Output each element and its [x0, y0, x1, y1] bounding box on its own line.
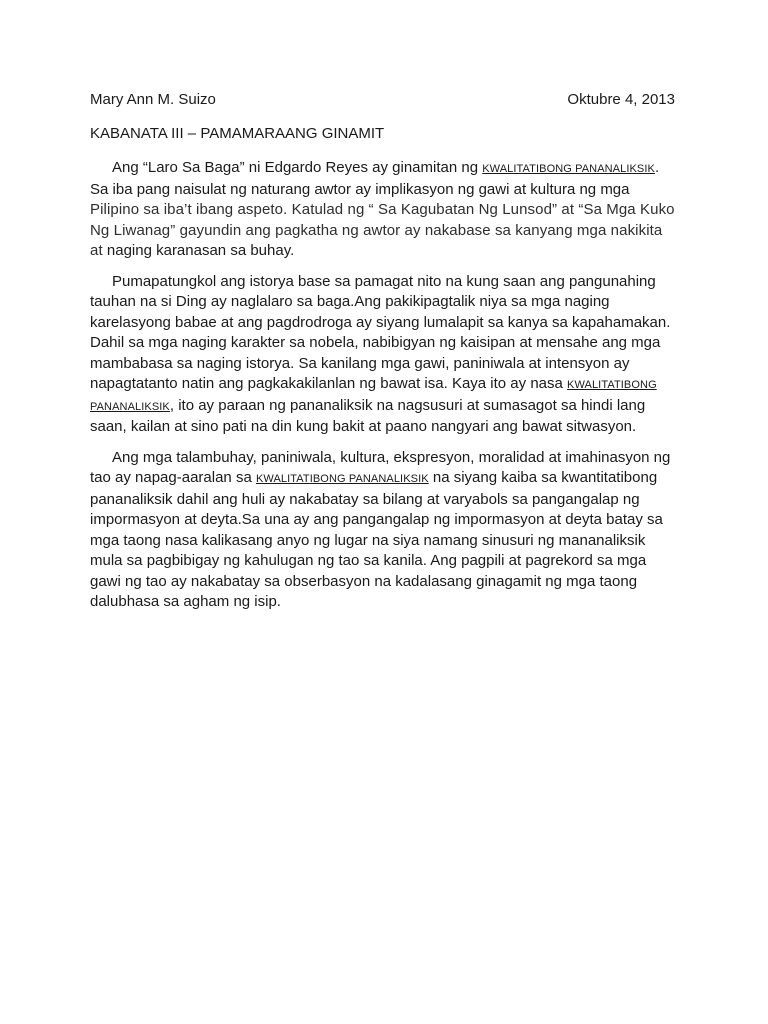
paragraph-1-text-a: Ang “Laro Sa Baga” ni Edgardo Reyes ay ginamitan ng — [112, 159, 483, 176]
paragraph-3-text-b: na siyang kaiba sa kwantitatibong pananaliksik dahil ang huli ay nakabatay sa bilang at varyabols sa pangangalap ng impormasyon at deyta.Sa una ay ang pangangalap ng impormasyon at deyta batay sa mga taong nasa kalikasang anyo ng lugar na siya namang sinusuri ng mananaliksik mula sa pagbibigay ng kahulugan ng tao sa kanila. Ang pagpili at pagrekord sa mga gawi ng tao ay nakabatay sa obserbasyon na kadalasang ginagamit ng mga taong dalubhasa sa agham ng isip. — [90, 469, 663, 610]
document-page — [90, 88, 675, 623]
paragraph-1 — [90, 158, 675, 262]
paragraph-2-text-b: , ito ay paraan ng pananaliksik na nagsusuri at sumasagot sa hindi lang saan, kailan at sino pati na din kung bakit at paano nangyari ang bawat sitwasyon. — [90, 396, 646, 435]
paragraph-1-text-b: . Sa iba pang naisulat ng naturang awtor ay implikasyon ng gawi at kultura ng mga — [90, 159, 660, 198]
paragraph-2-text-a: Pumapatungkol ang istorya base sa pamagat nito na kung saan ang pangunahing tauhan na si Ding ay naglalaro sa baga.Ang pakikipagtalik niya sa mga naging karelasyong babae at ang pagdrodroga ay siyang lumalapit sa kanya sa kapahamakan. Dahil sa mga naging karakter sa nobela, nabibigyan ng kaisipan at mensahe ang mga mambabasa sa naging istorya. Sa kanilang mga gawi, paniniwala at intensyon ay napagtatanto natin ang pagkakakilanlan ng bawat isa. Kaya ito ay nasa — [90, 272, 671, 392]
document-header — [90, 88, 675, 112]
paragraph-2 — [90, 272, 675, 438]
paragraph-3 — [90, 448, 675, 613]
paragraph-1-text-d: naging karanasan sa buhay. — [102, 242, 295, 259]
paragraph-1-text-c: Pilipino sa iba’t ibang aspeto. Katulad ng “ Sa Kagubatan Ng Lunsod” at “Sa Mga Kuko Ng Liwanag” gayundin ang pagkatha ng awtor ay nakabase sa kanyang mga nakikita at — [90, 201, 675, 259]
chapter-title: KABANATA III – PAMAMARAANG GINAMIT — [90, 125, 385, 142]
paragraph-1-keyword: KWALITATIBONG PANANALIKSIK — [482, 163, 655, 175]
paragraph-3-text-a: Ang mga talambuhay, paniniwala, kultura, ekspresyon, moralidad at imahinasyon ng tao ay napag-aaralan sa — [90, 448, 671, 486]
paragraph-3-keyword: KWALITATIBONG PANANALIKSIK — [255, 473, 429, 485]
author-name: Mary Ann M. Suizo — [90, 91, 216, 108]
document-date: Oktubre 4, 2013 — [567, 91, 675, 108]
paragraph-2-keyword: KWALITATIBONG PANANALIKSIK — [90, 379, 657, 413]
